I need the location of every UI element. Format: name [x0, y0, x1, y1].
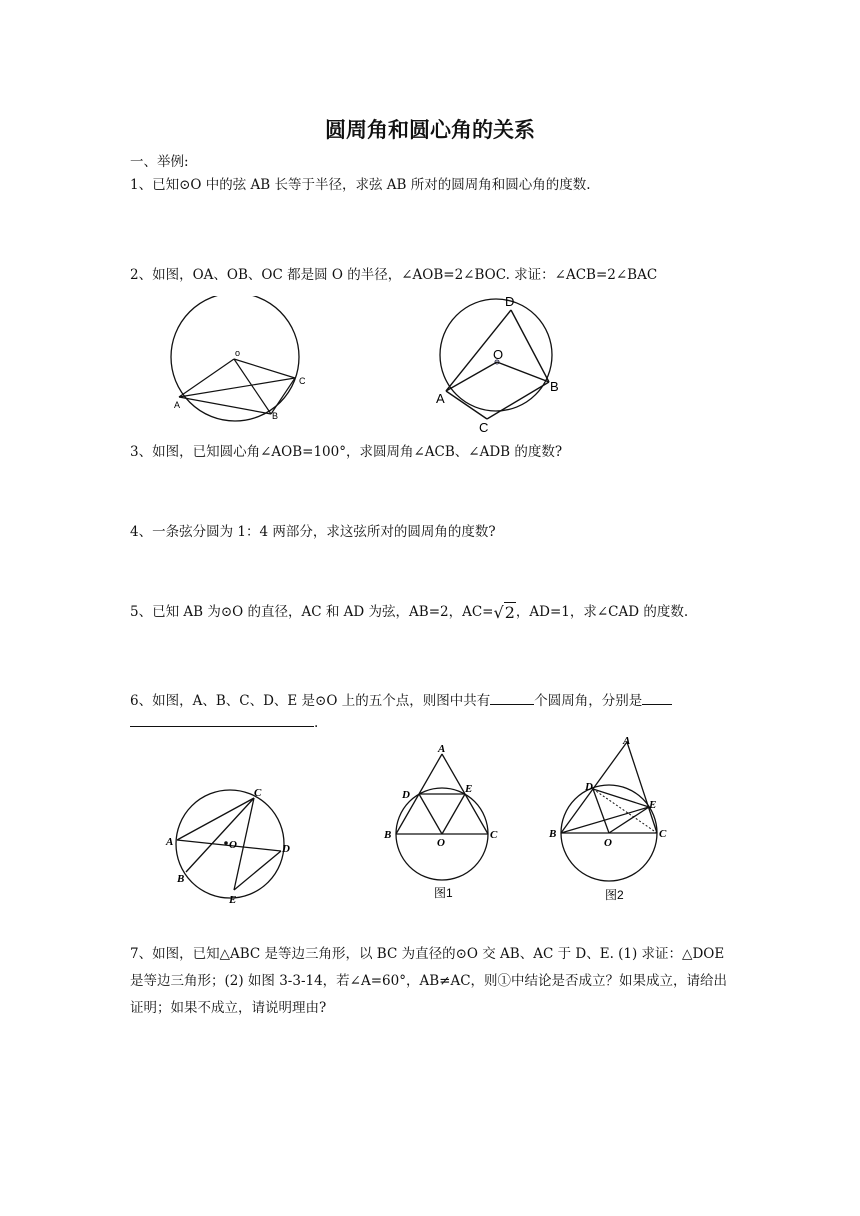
segment-be — [561, 807, 649, 833]
label-o: O — [437, 837, 445, 849]
question-5-text-after: ，AD=1，求∠CAD 的度数. — [515, 604, 689, 620]
segment-oe — [609, 807, 649, 833]
figure-q2-left — [165, 296, 305, 426]
segment-oe — [442, 794, 465, 834]
sqrt-expression: √2 — [493, 603, 515, 622]
label-b: B — [177, 873, 185, 885]
circle — [171, 296, 299, 421]
sqrt-radicand: 2 — [504, 603, 515, 622]
segment-bc — [271, 378, 295, 414]
question-6-text-2: 个圆周角，分别是 — [534, 693, 643, 709]
label-b: B — [549, 828, 557, 840]
label-a: A — [174, 400, 181, 410]
question-2: 2、如图，OA、OB、OC 都是圆 O 的半径，∠AOB=2∠BOC. 求证：∠ACB=2∠BAC — [130, 267, 658, 283]
segment-oc — [234, 359, 295, 378]
segment-oa — [446, 362, 497, 391]
segment-od — [593, 789, 609, 833]
center-point — [224, 841, 228, 845]
segment-ac — [179, 378, 295, 397]
label-d: D — [402, 789, 410, 801]
segment-cb — [487, 382, 549, 419]
label-d: D — [282, 843, 290, 855]
question-1: 1、已知⊙O 中的弦 AB 长等于半径，求弦 AB 所对的圆周角和圆心角的度数. — [130, 177, 591, 193]
label-a: A — [436, 391, 445, 406]
page-title: 圆周角和圆心角的关系 — [325, 118, 535, 142]
label-o: o — [235, 348, 241, 358]
segment-dc-dotted — [593, 789, 657, 833]
answer-blank-list-continued[interactable] — [130, 712, 314, 727]
segment-ob — [497, 362, 549, 382]
figure-q7-2 — [545, 732, 680, 907]
question-3: 3、如图，已知圆心角∠AOB=100°，求圆周角∠ACB、∠ADB 的度数? — [130, 444, 563, 460]
label-e: E — [649, 799, 657, 811]
label-b: B — [384, 829, 392, 841]
label-o: O — [493, 347, 504, 362]
question-5 — [130, 603, 688, 622]
segment-ac — [627, 742, 657, 833]
label-b: B — [272, 411, 279, 421]
answer-blank-count[interactable] — [490, 690, 534, 705]
question-6-end: . — [314, 715, 319, 731]
segment-db — [511, 310, 549, 382]
figure-q2-right — [430, 292, 570, 434]
label-e: E — [229, 894, 237, 906]
segment-oa — [179, 359, 234, 397]
label-c: C — [254, 787, 262, 799]
question-5-text-before: 5、已知 AB 为⊙O 的直径，AC 和 AD 为弦，AB=2，AC= — [130, 604, 494, 620]
question-7: 7、如图，已知△ABC 是等边三角形，以 BC 为直径的⊙O 交 AB、AC 于 D、E. (1) 求证：△DOE 是等边三角形；(2) 如图 3-3-14，若∠A=60°，AB≠AC，则①中结论是否成立？如果成立，请给出证明；如果不成立，请说明理由? — [130, 946, 728, 1016]
label-o: O — [229, 839, 237, 851]
figure-caption: 图2 — [605, 888, 624, 902]
question-6-text: 6、如图，A、B、C、D、E 是⊙O 上的五个点，则图中共有 — [130, 693, 491, 709]
segment-bc — [186, 798, 254, 872]
label-d: D — [585, 781, 593, 793]
answer-blank-list[interactable] — [642, 690, 672, 705]
segment-ac — [177, 798, 254, 840]
label-b: B — [550, 379, 559, 394]
question-4: 4、一条弦分圆为 1：4 两部分，求这弦所对的圆周角的度数? — [130, 524, 496, 540]
question-6 — [130, 690, 672, 710]
segment-de — [593, 789, 649, 807]
figure-q6 — [162, 785, 297, 910]
label-c: C — [299, 376, 305, 386]
question-6-line-2 — [130, 712, 318, 732]
label-c: C — [659, 828, 667, 840]
segment-od — [419, 794, 442, 834]
label-a: A — [438, 743, 446, 755]
label-d: D — [505, 294, 515, 309]
label-o: O — [604, 837, 612, 849]
segment-ab — [561, 742, 627, 833]
label-c: C — [490, 829, 498, 841]
figure-q7-1 — [380, 740, 505, 905]
label-a: A — [166, 836, 174, 848]
figure-caption: 图1 — [434, 886, 453, 900]
label-a: A — [623, 735, 631, 747]
segment-ac — [446, 391, 487, 419]
label-e: E — [465, 783, 473, 795]
section-heading: 一、举例: — [130, 154, 189, 170]
label-c: C — [479, 420, 489, 434]
